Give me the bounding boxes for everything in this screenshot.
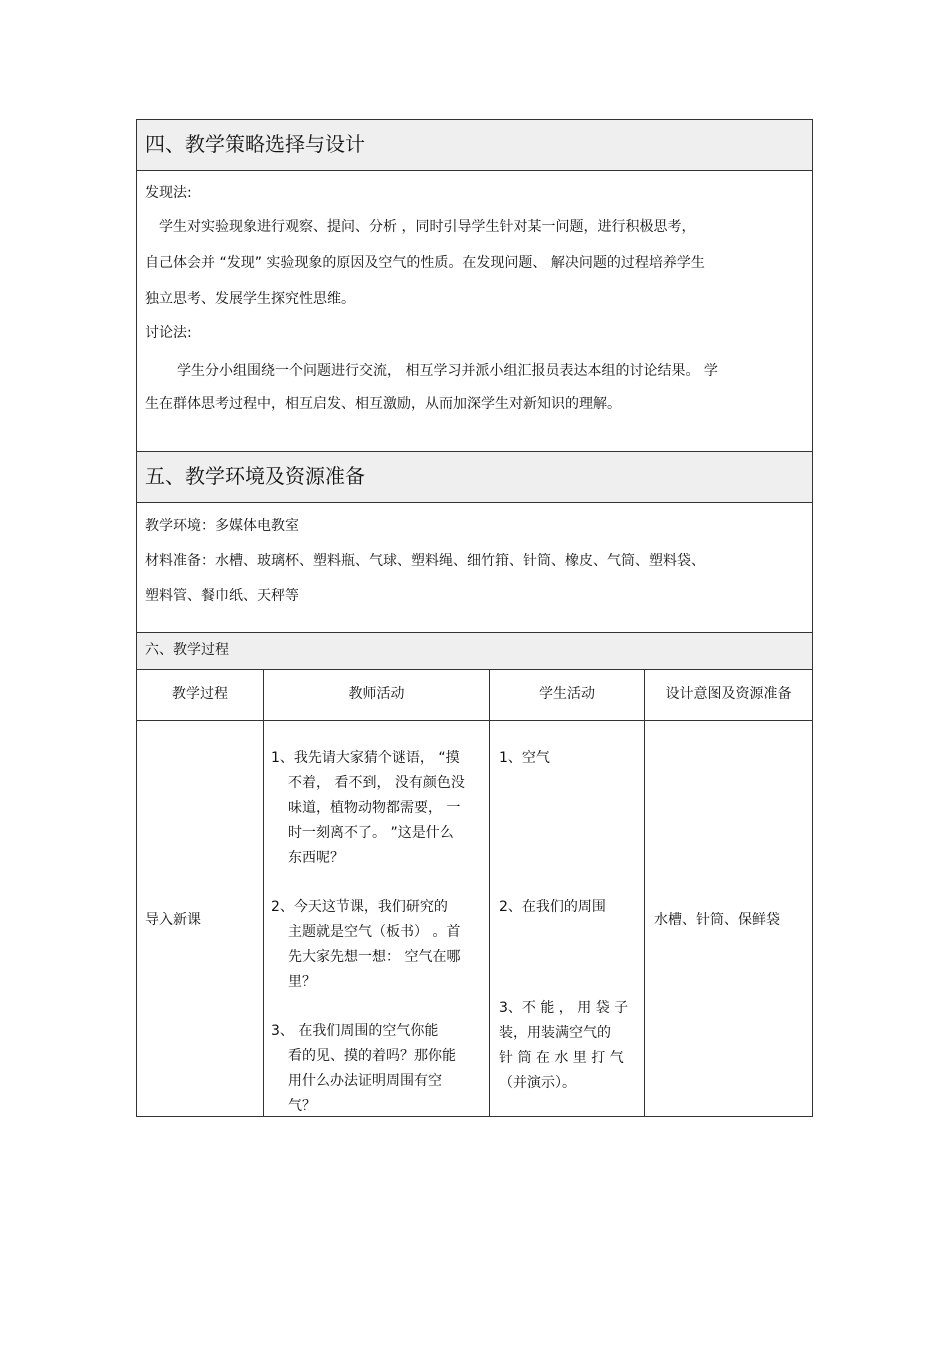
teacher-line: 东西呢？ xyxy=(288,850,344,866)
teacher-line: 时一刻离不了。 ”这是什么 xyxy=(288,825,454,841)
discover-label: 发现法: xyxy=(145,185,192,201)
teacher-line: 气？ xyxy=(288,1098,316,1114)
discover-line-1: 学生对实验现象进行观察、提问、分析 ，同时引导学生针对某一问题，进行积极思考， xyxy=(159,219,696,235)
discover-line-2: 自己体会并 “发现” 实验现象的原因及空气的性质。在发现问题、 解决问题的过程培养学生 xyxy=(145,255,705,271)
materials-line-1: 材料准备：水槽、玻璃杯、塑料瓶、气球、塑料绳、细竹箝、针筒、橡皮、气筒、塑料袋、 xyxy=(145,553,705,569)
teacher-line: 里？ xyxy=(288,974,316,990)
teacher-line: 2、今天这节课，我们研究的 xyxy=(271,899,448,915)
col-divider-1 xyxy=(263,669,264,1117)
teacher-line: 不着， 看不到， 没有颜色没 xyxy=(288,775,465,791)
section-4-title: 四、教学策略选择与设计 xyxy=(137,120,812,171)
col-header-stage: 教学过程 xyxy=(172,686,228,702)
discuss-line-1: 学生分小组围绕一个问题进行交流， 相互学习并派小组汇报员表达本组的讨论结果。 学 xyxy=(177,363,718,379)
col-divider-3 xyxy=(644,669,645,1117)
discuss-line-2: 生在群体思考过程中，相互启发、相互激励，从而加深学生对新知识的理解。 xyxy=(145,396,621,412)
teacher-line: 味道，植物动物都需要， 一 xyxy=(288,800,461,816)
student-line: 2、在我们的周围 xyxy=(499,899,606,915)
discover-line-3: 独立思考、发展学生探究性思维。 xyxy=(145,291,355,307)
student-line: 3、不 能 ， 用 袋 子 xyxy=(499,1000,629,1016)
teacher-line: 1、我先请大家猜个谜语， “摸 xyxy=(271,750,460,766)
materials-line-2: 塑料管、餐巾纸、天秤等 xyxy=(145,588,299,604)
student-line: 针 筒 在 水 里 打 气 xyxy=(499,1050,624,1066)
header-divider xyxy=(137,720,812,721)
student-line: （并演示）。 xyxy=(499,1075,576,1091)
student-line: 1、空气 xyxy=(499,750,550,766)
design-cell: 水槽、针筒、保鲜袋 xyxy=(654,912,780,928)
col-header-teacher: 教师活动 xyxy=(348,686,405,702)
teacher-line: 用什么办法证明周围有空 xyxy=(288,1073,442,1089)
stage-cell: 导入新课 xyxy=(145,912,201,928)
col-header-design: 设计意图及资源准备 xyxy=(665,686,792,702)
col-header-student: 学生活动 xyxy=(539,686,595,702)
section-6-title: 六、教学过程 xyxy=(137,632,812,670)
section-5-title: 五、教学环境及资源准备 xyxy=(137,451,812,503)
teacher-line: 先大家先想一想： 空气在哪 xyxy=(288,949,461,965)
col-divider-2 xyxy=(489,669,490,1117)
document-table xyxy=(136,119,813,1117)
student-line: 装，用装满空气的 xyxy=(499,1025,611,1041)
teacher-line: 3、 在我们周围的空气你能 xyxy=(271,1023,439,1039)
env-line: 教学环境：多媒体电教室 xyxy=(145,518,299,534)
discuss-label: 讨论法: xyxy=(145,325,192,341)
teacher-line: 看的见、摸的着吗？那你能 xyxy=(288,1048,456,1064)
teacher-line: 主题就是空气（板书） 。首 xyxy=(288,924,461,940)
